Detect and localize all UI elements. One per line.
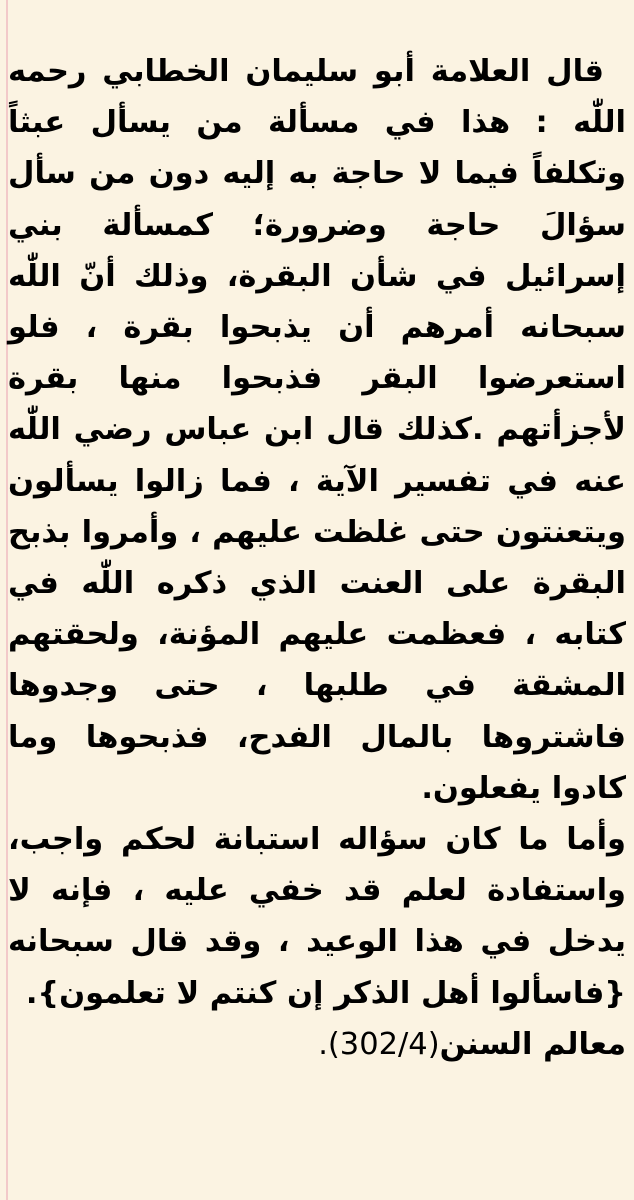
source-reference: (302/4). bbox=[318, 1026, 440, 1062]
quote-paragraph-2: وأما ما كان سؤاله استبانة لحكم واجب، واستفادة لعلم قد خفي عليه ، فإنه لا يدخل في هذا الوعيد ، وقد قال سبحانه {فاسألوا أهل الذكر إن كنتم لا تعلمون}. bbox=[8, 822, 626, 1011]
notebook-page bbox=[8, 46, 626, 1200]
quote-paragraph-1: قال العلامة أبو سليمان الخطابي رحمه اللّٰه : هذا في مسألة من يسأل عبثاً وتكلفاً فيما لا حاجة به إليه دون من سأل سؤالَ حاجة وضرورة؛ كمسألة بني إسرائيل في شأن البقرة، وذلك أنّ اللّٰه سبحانه أمرهم أن يذبحوا بقرة ، فلو استعرضوا البقر فذبحوا منها بقرة لأجزأتهم .كذلك قال ابن عباس رضي اللّٰه عنه في تفسير الآية ، فما زالوا يسألون ويتعنتون حتى غلظت عليهم ، وأمروا بذبح البقرة على العنت الذي ذكره اللّٰه في كتابه ، فعظمت عليهم المؤنة، ولحقتهم المشقة في طلبها ، حتى وجدوها فاشتروها بالمال الفدح، فذبحوها وما كادوا يفعلون. bbox=[8, 54, 626, 806]
source-citation bbox=[8, 1019, 626, 1070]
source-title: معالم السنن bbox=[439, 1026, 626, 1062]
